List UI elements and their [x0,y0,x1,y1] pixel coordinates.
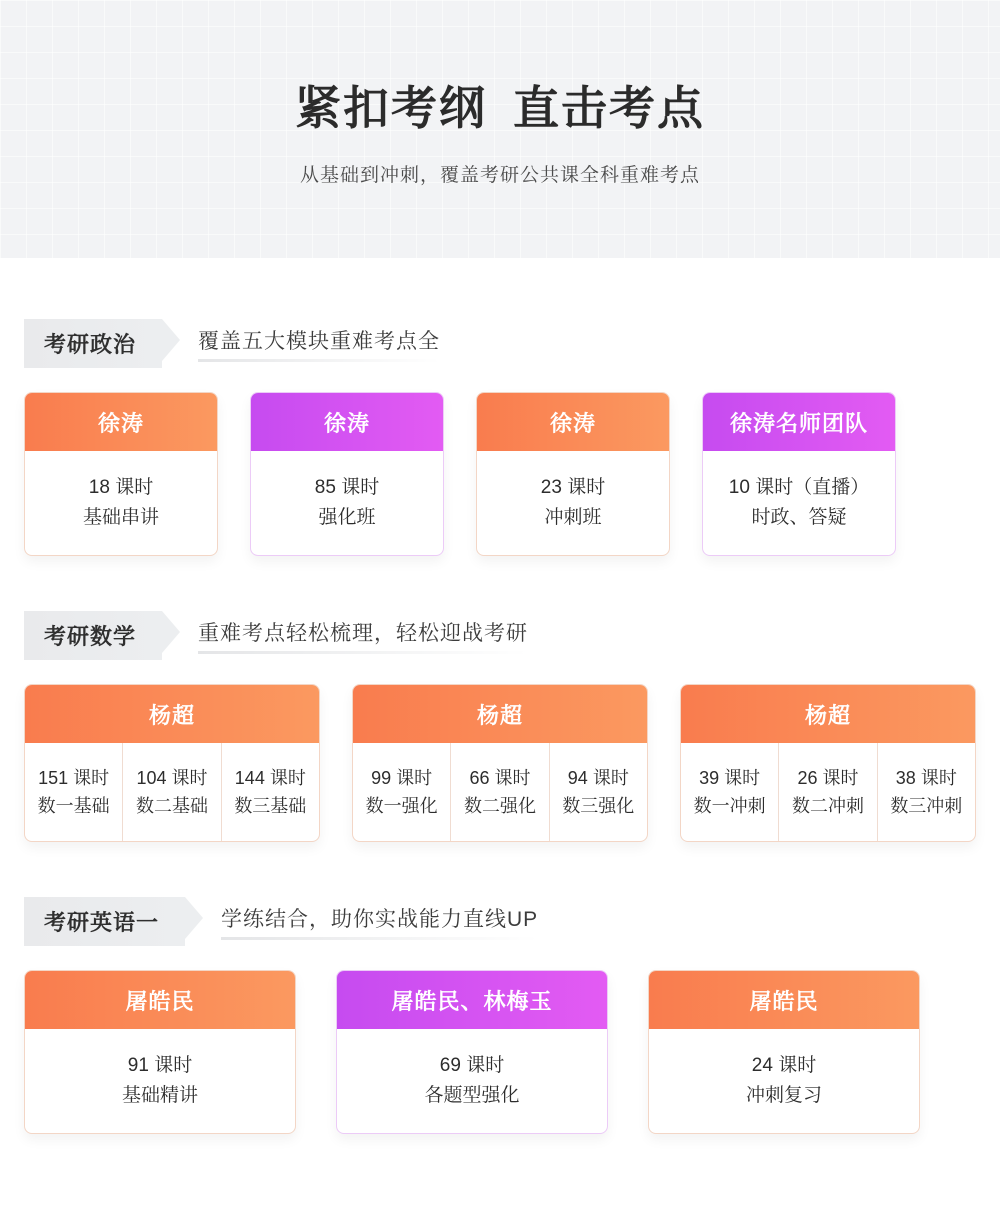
course-stage: 冲刺复习 [745,1085,822,1106]
course-stage: 数二冲刺 [791,796,864,816]
course-teacher: 屠皓民 [649,971,919,1029]
section-math-desc [198,617,528,653]
course-stage: 数二基础 [135,796,208,816]
course-hours: 18 课时 [88,477,154,498]
course-info [649,1029,919,1133]
course-stage: 冲刺班 [544,507,602,528]
course-card[interactable] [476,392,670,556]
page-subtitle: 从基础到冲刺，覆盖考研公共课全科重难考点 [299,164,700,186]
course-info [703,451,895,555]
course-hours: 24 课时 [751,1055,817,1076]
course-hours: 104 课时 [136,768,208,788]
math-card-list [24,684,976,842]
page-title [295,72,705,138]
course-column[interactable] [779,743,877,841]
course-column[interactable] [353,743,451,841]
course-column[interactable] [25,743,123,841]
course-stage: 基础串讲 [82,507,159,528]
section-math-tag: 考研数学 [24,611,162,660]
course-hours: 85 课时 [314,477,380,498]
course-card[interactable] [24,970,296,1134]
course-stage: 基础精讲 [121,1085,198,1106]
course-teacher: 杨超 [681,685,975,743]
section-math [0,612,1000,842]
course-stage: 时政、答疑 [751,507,847,528]
section-divider [198,359,440,362]
course-column[interactable] [681,743,779,841]
page-title-right: 直击考点 [513,81,705,134]
course-teacher: 徐涛 [251,393,443,451]
course-stage: 数三冲刺 [890,796,963,816]
course-teacher: 徐涛名师团队 [703,393,895,451]
course-info [337,1029,607,1133]
course-stage: 各题型强化 [424,1085,520,1106]
section-english-tag: 考研英语一 [24,897,185,946]
course-card[interactable] [250,392,444,556]
course-teacher: 屠皓民 [25,971,295,1029]
course-stage: 数三强化 [562,796,635,816]
course-info [353,743,647,841]
section-politics-desc [198,325,440,361]
course-info [681,743,975,841]
section-politics-header [24,320,976,366]
course-info [25,743,319,841]
section-math-desc-text: 重难考点轻松梳理，轻松迎战考研 [198,622,529,645]
course-card-group[interactable] [24,684,320,842]
course-hours: 94 课时 [567,768,629,788]
course-info [25,1029,295,1133]
course-hours: 39 课时 [699,768,761,788]
course-info [477,451,669,555]
course-stage: 数一基础 [37,796,110,816]
course-column[interactable] [451,743,549,841]
course-hours: 23 课时 [540,477,606,498]
section-english-header [24,898,976,944]
course-card[interactable] [648,970,920,1134]
english-card-list [24,970,976,1134]
course-hours: 38 课时 [895,768,957,788]
course-column[interactable] [550,743,647,841]
course-hours: 151 课时 [38,768,110,788]
section-politics-tag: 考研政治 [24,319,162,368]
hero-banner [0,0,1000,258]
course-card[interactable] [336,970,608,1134]
course-card-group[interactable] [680,684,976,842]
course-stage: 强化班 [318,507,376,528]
course-hours: 144 课时 [234,768,306,788]
course-stage: 数三基础 [234,796,307,816]
course-hours: 26 课时 [797,768,859,788]
course-column[interactable] [123,743,221,841]
section-english-desc [221,903,538,939]
section-math-header [24,612,976,658]
course-stage: 数二强化 [463,796,536,816]
section-politics [0,320,1000,556]
course-info [25,451,217,555]
course-teacher: 徐涛 [25,393,217,451]
course-column[interactable] [878,743,975,841]
course-teacher: 徐涛 [477,393,669,451]
section-divider [221,937,538,940]
course-teacher: 杨超 [353,685,647,743]
course-hours: 66 课时 [469,768,531,788]
section-divider [198,651,528,654]
course-teacher: 杨超 [25,685,319,743]
course-hours: 69 课时 [439,1055,505,1076]
course-card-group[interactable] [352,684,648,842]
course-column[interactable] [222,743,319,841]
course-stage: 数一冲刺 [693,796,766,816]
section-english-desc-text: 学练结合，助你实战能力直线UP [221,908,539,931]
course-teacher: 屠皓民、林梅玉 [337,971,607,1029]
course-info [251,451,443,555]
page-title-left: 紧扣考纲 [295,81,487,134]
course-card[interactable] [702,392,896,556]
course-hours: 99 课时 [371,768,433,788]
course-card[interactable] [24,392,218,556]
course-hours: 10 课时（直播） [728,477,870,498]
politics-card-list [24,392,976,556]
section-english [0,898,1000,1134]
course-stage: 数一强化 [365,796,438,816]
course-hours: 91 课时 [127,1055,193,1076]
section-politics-desc-text: 覆盖五大模块重难考点全 [198,330,441,353]
